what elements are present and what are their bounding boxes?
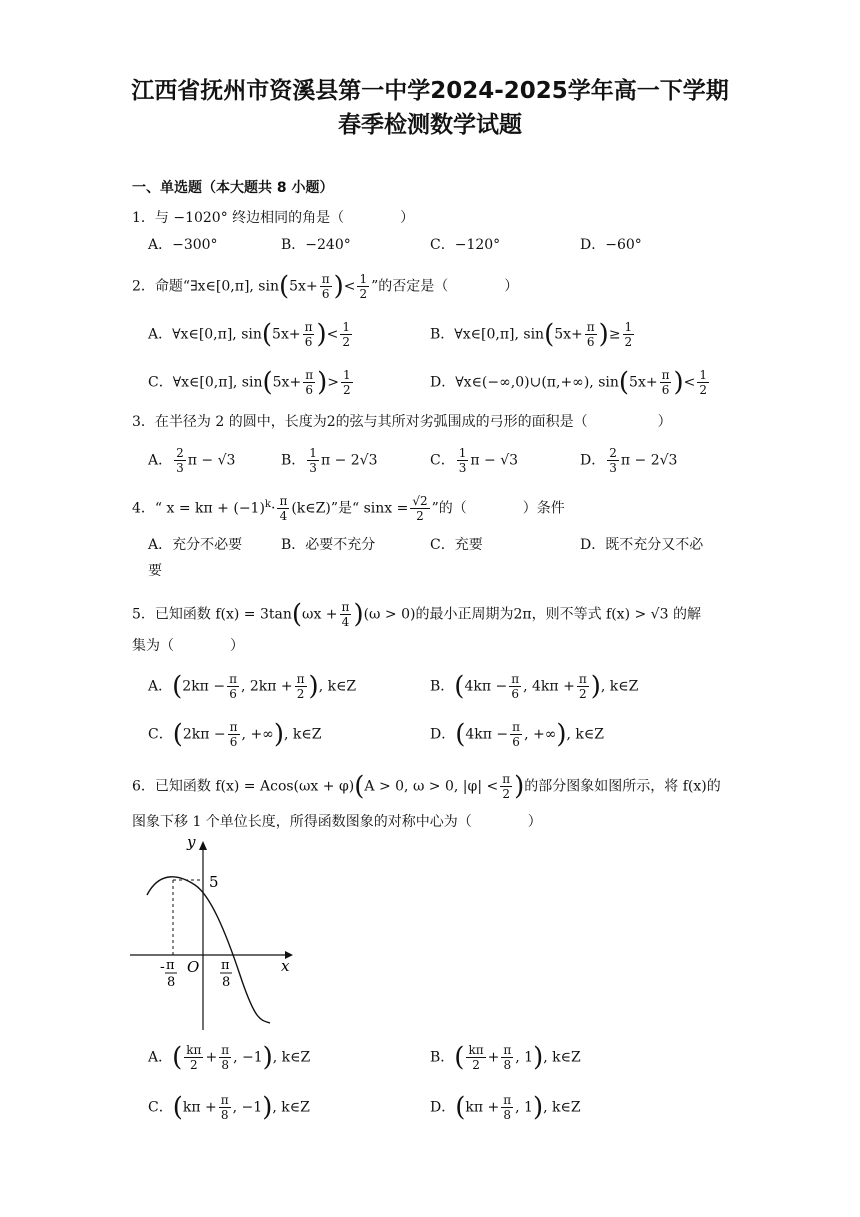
q5-option-a[interactable]: A．(2kπ − $\frac{\pi}{6}$ , 2kπ + $\frac{\pi}{2}$ ), k∈Z	[148, 671, 357, 702]
q1-option-c[interactable]: C．−120°	[430, 237, 501, 253]
q4-stem: 4．“ $x = k\pi + (-1)^k\cdot$ $\frac{\pi}{4}$ (k∈Z)”是“ sinx = $\frac{√2}{2}$ ”的（ ）条件	[132, 494, 565, 523]
q2-stem: 2．命题“∃x∈[0,π], sin(5x+ $\frac{\pi}{6}$ )< $\frac{1}{2}$ ”的否定是（ ）	[132, 271, 519, 302]
q6-option-a[interactable]: A．( $\frac{k\pi}{2}$ + $\frac{\pi}{8}$ , −1), k∈Z	[148, 1042, 311, 1073]
origin-label: O	[187, 958, 200, 976]
tick-left-sign: -	[160, 959, 165, 975]
page-title-line1: 江西省抚州市资溪县第一中学2024-2025学年高一下学期	[131, 78, 729, 104]
page-title-line2: 春季检测数学试题	[338, 112, 522, 138]
q2-option-a[interactable]: A．∀x∈[0,π], sin(5x+ $\frac{\pi}{6}$ )< $\frac{1}{2}$	[148, 319, 351, 350]
section-heading: 一、单选题（本大题共 8 小题）	[132, 180, 334, 196]
tick-left-numerator: π	[166, 958, 175, 973]
q5-option-d[interactable]: D．(4kπ − $\frac{\pi}{6}$ , +∞), k∈Z	[430, 719, 604, 750]
q1-option-a[interactable]: A．−300°	[148, 237, 218, 253]
q6-option-b[interactable]: B．( $\frac{k\pi}{2}$ + $\frac{\pi}{8}$ , 1), k∈Z	[430, 1042, 581, 1073]
tick-left-denominator: 8	[167, 975, 176, 990]
q2-option-c[interactable]: C．∀x∈[0,π], sin(5x+ $\frac{\pi}{6}$ )> $\frac{1}{2}$	[148, 367, 351, 398]
q6-option-c[interactable]: C．(kπ + $\frac{\pi}{8}$ , −1), k∈Z	[148, 1092, 310, 1123]
q1-stem: 1．与 −1020° 终边相同的角是（ ）	[132, 210, 415, 226]
y-axis-label: y	[187, 835, 196, 851]
x-axis-label: x	[281, 957, 290, 975]
q1-option-d[interactable]: D．−60°	[580, 237, 642, 253]
q4-option-c[interactable]: C．充要	[430, 537, 483, 553]
tick-right-numerator: π	[221, 958, 230, 973]
function-graph	[125, 835, 305, 1035]
q4-option-a[interactable]: A．充分不必要	[148, 537, 243, 553]
q5-option-c[interactable]: C．(2kπ − $\frac{\pi}{6}$ , +∞), k∈Z	[148, 719, 322, 750]
tick-right-denominator: 8	[222, 975, 231, 990]
q6-stem-continued: 图象下移 1 个单位长度，所得函数图象的对称中心为（ ）	[132, 814, 542, 830]
q2-option-b[interactable]: B．∀x∈[0,π], sin(5x+ $\frac{\pi}{6}$ )≥ $\frac{1}{2}$	[430, 319, 633, 350]
y-axis-arrow-icon	[199, 841, 207, 850]
q3-option-c[interactable]: C． $\frac{1}{3}$ π − √3	[430, 446, 519, 475]
peak-value-label: 5	[209, 873, 219, 891]
q6-stem: 6．已知函数 f(x) = Acos(ωx + φ)(A > 0, ω > 0, |φ| < $\frac{\pi}{2}$ )的部分图象如图所示，将 f(x)的	[132, 771, 721, 802]
q3-option-d[interactable]: D． $\frac{2}{3}$ π − 2√3	[580, 446, 678, 475]
q2-option-d[interactable]: D．∀x∈(−∞,0)∪(π,+∞), sin(5x+ $\frac{\pi}{6}$ )< $\frac{1}{2}$	[430, 367, 708, 398]
q4-option-d[interactable]: D．既不充分又不必	[580, 537, 704, 553]
q1-option-b[interactable]: B．−240°	[281, 237, 351, 253]
q4-option-d-continued: 要	[148, 563, 162, 579]
q5-option-b[interactable]: B．(4kπ − $\frac{\pi}{6}$ , 4kπ + $\frac{\pi}{2}$ ), k∈Z	[430, 671, 639, 702]
q3-option-a[interactable]: A． $\frac{2}{3}$ π − √3	[148, 446, 236, 475]
q5-stem: 5．已知函数 f(x) = 3tan(ωx + $\frac{\pi}{4}$ )(ω > 0)的最小正周期为2π，则不等式 f(x) > √3 的解	[132, 599, 701, 630]
q5-stem-continued: 集为（ ）	[132, 638, 244, 654]
q4-option-b[interactable]: B．必要不充分	[281, 537, 376, 553]
q6-option-d[interactable]: D．(kπ + $\frac{\pi}{8}$ , 1), k∈Z	[430, 1092, 581, 1123]
q3-stem: 3．在半径为 2 的圆中，长度为2的弦与其所对劣弧围成的弓形的面积是（ ）	[132, 414, 672, 430]
cosine-curve	[147, 877, 270, 1023]
q3-option-b[interactable]: B． $\frac{1}{3}$ π − 2√3	[281, 446, 378, 475]
